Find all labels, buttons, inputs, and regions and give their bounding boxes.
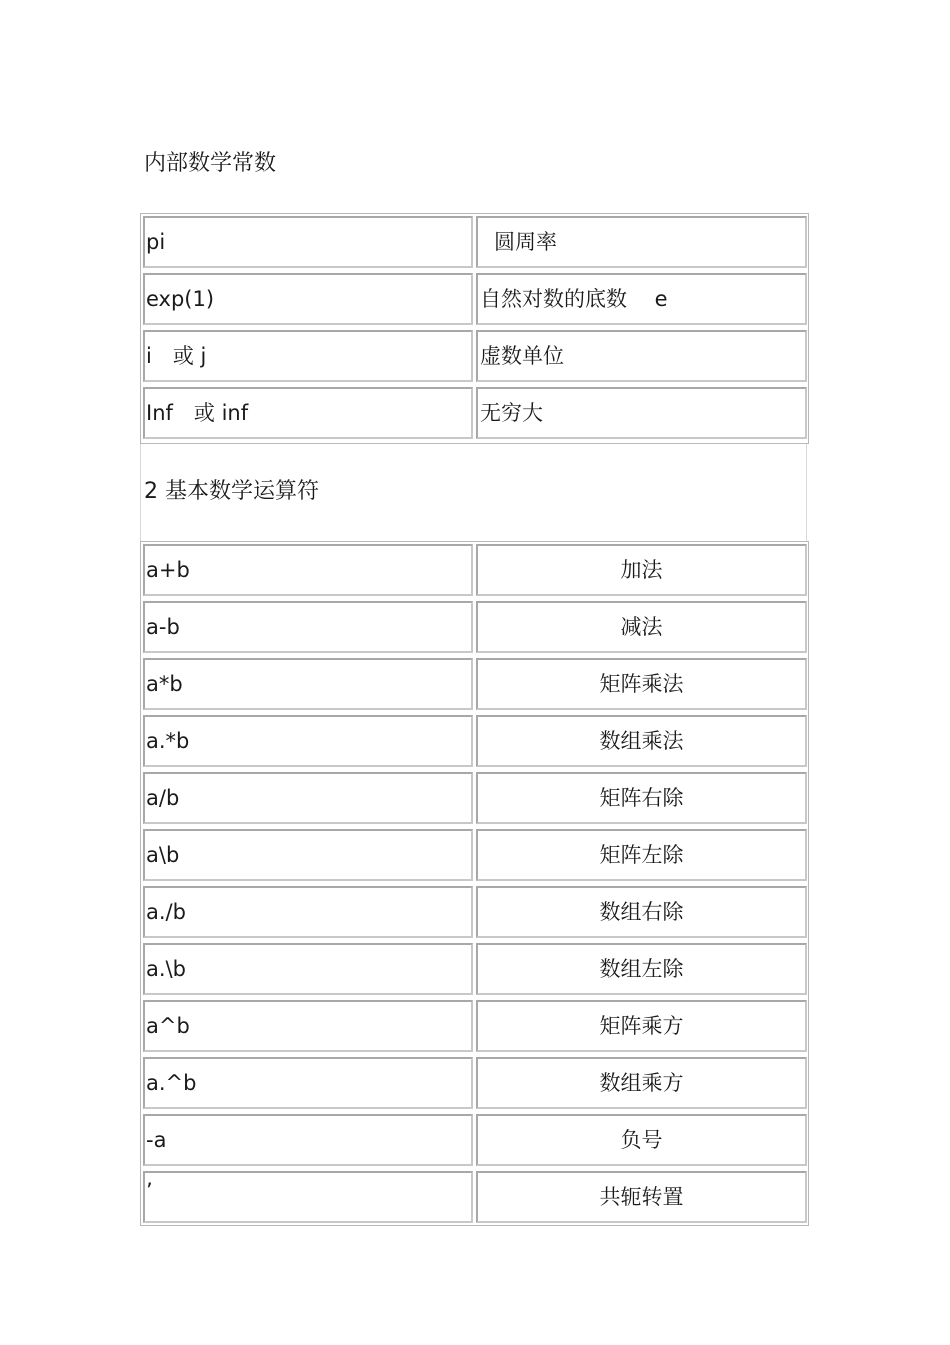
constant-meaning-cell: 无穷大: [476, 387, 807, 439]
table-row: [141, 328, 808, 385]
operator-symbol-cell: a.*b: [143, 715, 473, 767]
constants-table: [140, 213, 809, 444]
operator-meaning-cell: 加法: [476, 544, 807, 596]
table-row: [141, 770, 808, 827]
table-row: [141, 998, 808, 1055]
section-title: 2 基本数学运算符: [144, 479, 319, 504]
constant-meaning-cell: 虚数单位: [476, 330, 807, 382]
operator-symbol-cell: a\b: [143, 829, 473, 881]
operator-symbol-cell: ’: [143, 1171, 473, 1223]
operator-meaning-cell: 矩阵乘方: [476, 1000, 807, 1052]
operator-symbol-cell: a^b: [143, 1000, 473, 1052]
operator-symbol-cell: a+b: [143, 544, 473, 596]
table-row: [141, 542, 808, 599]
table-row: [141, 1169, 808, 1226]
operator-symbol-cell: a*b: [143, 658, 473, 710]
operator-meaning-cell: 数组乘方: [476, 1057, 807, 1109]
table-row: [141, 941, 808, 998]
operator-symbol-cell: a.\b: [143, 943, 473, 995]
operator-symbol-cell: -a: [143, 1114, 473, 1166]
table-row: [141, 271, 808, 328]
table-row: [141, 656, 808, 713]
table-row: [141, 884, 808, 941]
operator-symbol-cell: a-b: [143, 601, 473, 653]
constant-symbol-cell: pi: [143, 216, 473, 268]
page-heading: 内部数学常数: [144, 151, 277, 176]
operator-meaning-cell: 负号: [476, 1114, 807, 1166]
table-row: [141, 214, 808, 271]
table-row: [141, 827, 808, 884]
operator-symbol-cell: a.^b: [143, 1057, 473, 1109]
table-row: [141, 385, 808, 442]
operator-meaning-cell: 减法: [476, 601, 807, 653]
constant-meaning-cell: 自然对数的底数 e: [476, 273, 807, 325]
operator-meaning-cell: 共轭转置: [476, 1171, 807, 1223]
operator-symbol-cell: a/b: [143, 772, 473, 824]
operator-meaning-cell: 矩阵左除: [476, 829, 807, 881]
operator-meaning-cell: 矩阵右除: [476, 772, 807, 824]
table-row: [141, 713, 808, 770]
table-row: [141, 1055, 808, 1112]
constant-meaning-cell: 圆周率: [476, 216, 807, 268]
constant-symbol-cell: i 或 j: [143, 330, 473, 382]
table-row: [141, 1112, 808, 1169]
operator-symbol-cell: a./b: [143, 886, 473, 938]
table-row: [141, 599, 808, 656]
constant-symbol-cell: exp(1): [143, 273, 473, 325]
operator-meaning-cell: 数组左除: [476, 943, 807, 995]
operator-meaning-cell: 数组右除: [476, 886, 807, 938]
constant-symbol-cell: Inf 或 inf: [143, 387, 473, 439]
operator-meaning-cell: 数组乘法: [476, 715, 807, 767]
operators-table: [140, 541, 809, 1226]
operator-meaning-cell: 矩阵乘法: [476, 658, 807, 710]
